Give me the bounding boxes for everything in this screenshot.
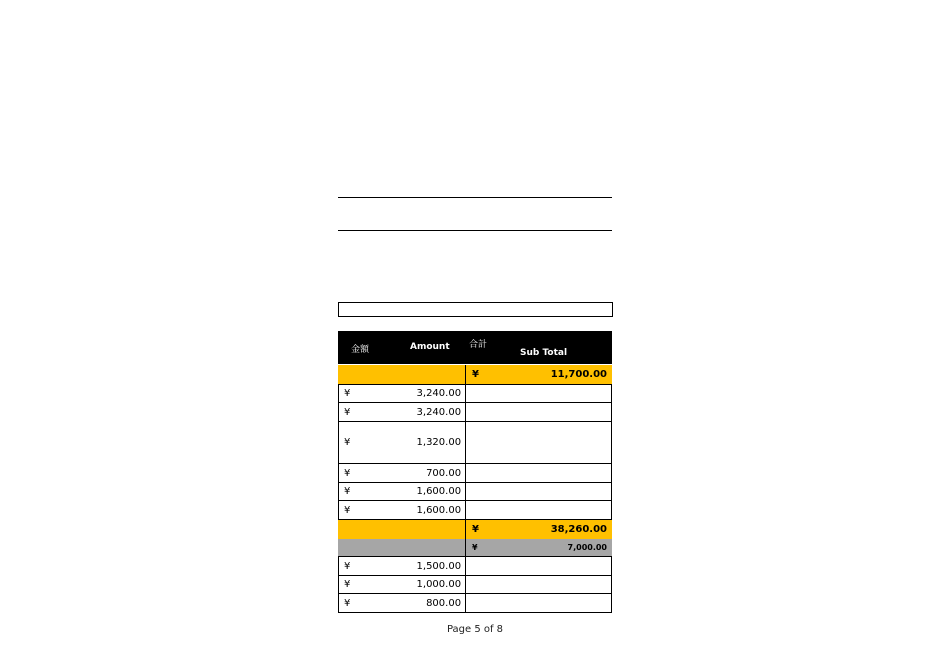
currency-symbol: ¥ (344, 560, 351, 572)
subtotal-value: 7,000.00 (567, 543, 607, 552)
currency-symbol: ¥ (472, 369, 479, 380)
currency-symbol: ¥ (344, 597, 351, 609)
currency-symbol: ¥ (344, 486, 351, 497)
empty-field-box (338, 302, 613, 317)
table-header (338, 331, 612, 364)
table-row (338, 539, 612, 557)
table-row (338, 576, 612, 594)
subtotal-value: 38,260.00 (550, 524, 607, 535)
header-subtotal-jp: 合計 (469, 340, 488, 350)
currency-symbol: ¥ (344, 437, 351, 448)
amount-value: 3,240.00 (416, 406, 462, 418)
amount-value: 1,320.00 (416, 437, 462, 448)
table-row (338, 403, 612, 422)
currency-symbol: ¥ (472, 543, 478, 552)
amount-value: 3,240.00 (416, 388, 462, 399)
header-amount-en: Amount (410, 342, 450, 352)
currency-symbol: ¥ (344, 504, 351, 516)
table-row (338, 520, 612, 539)
header-amount-jp: 金額 (351, 345, 370, 355)
table-row (338, 501, 612, 520)
amount-value: 1,000.00 (416, 579, 462, 590)
divider-middle (338, 230, 612, 231)
amount-value: 700.00 (426, 467, 462, 479)
table-row (338, 557, 612, 576)
table-row (338, 464, 612, 483)
currency-symbol: ¥ (472, 524, 479, 535)
currency-symbol: ¥ (344, 406, 351, 418)
amount-table (338, 331, 612, 613)
table-row (338, 384, 612, 403)
header-subtotal-en: Sub Total (520, 348, 568, 358)
page-number: Page 5 of 8 (446, 624, 504, 635)
table-row (338, 365, 612, 384)
amount-value: 800.00 (426, 597, 462, 609)
amount-value: 1,600.00 (416, 504, 462, 516)
table-row (338, 483, 612, 501)
currency-symbol: ¥ (344, 388, 351, 399)
currency-symbol: ¥ (344, 467, 351, 479)
divider-top (338, 197, 612, 198)
table-row (338, 422, 612, 464)
amount-value: 1,600.00 (416, 486, 462, 497)
currency-symbol: ¥ (344, 579, 351, 590)
table-row (338, 594, 612, 613)
subtotal-value: 11,700.00 (550, 369, 607, 380)
amount-value: 1,500.00 (416, 560, 462, 572)
